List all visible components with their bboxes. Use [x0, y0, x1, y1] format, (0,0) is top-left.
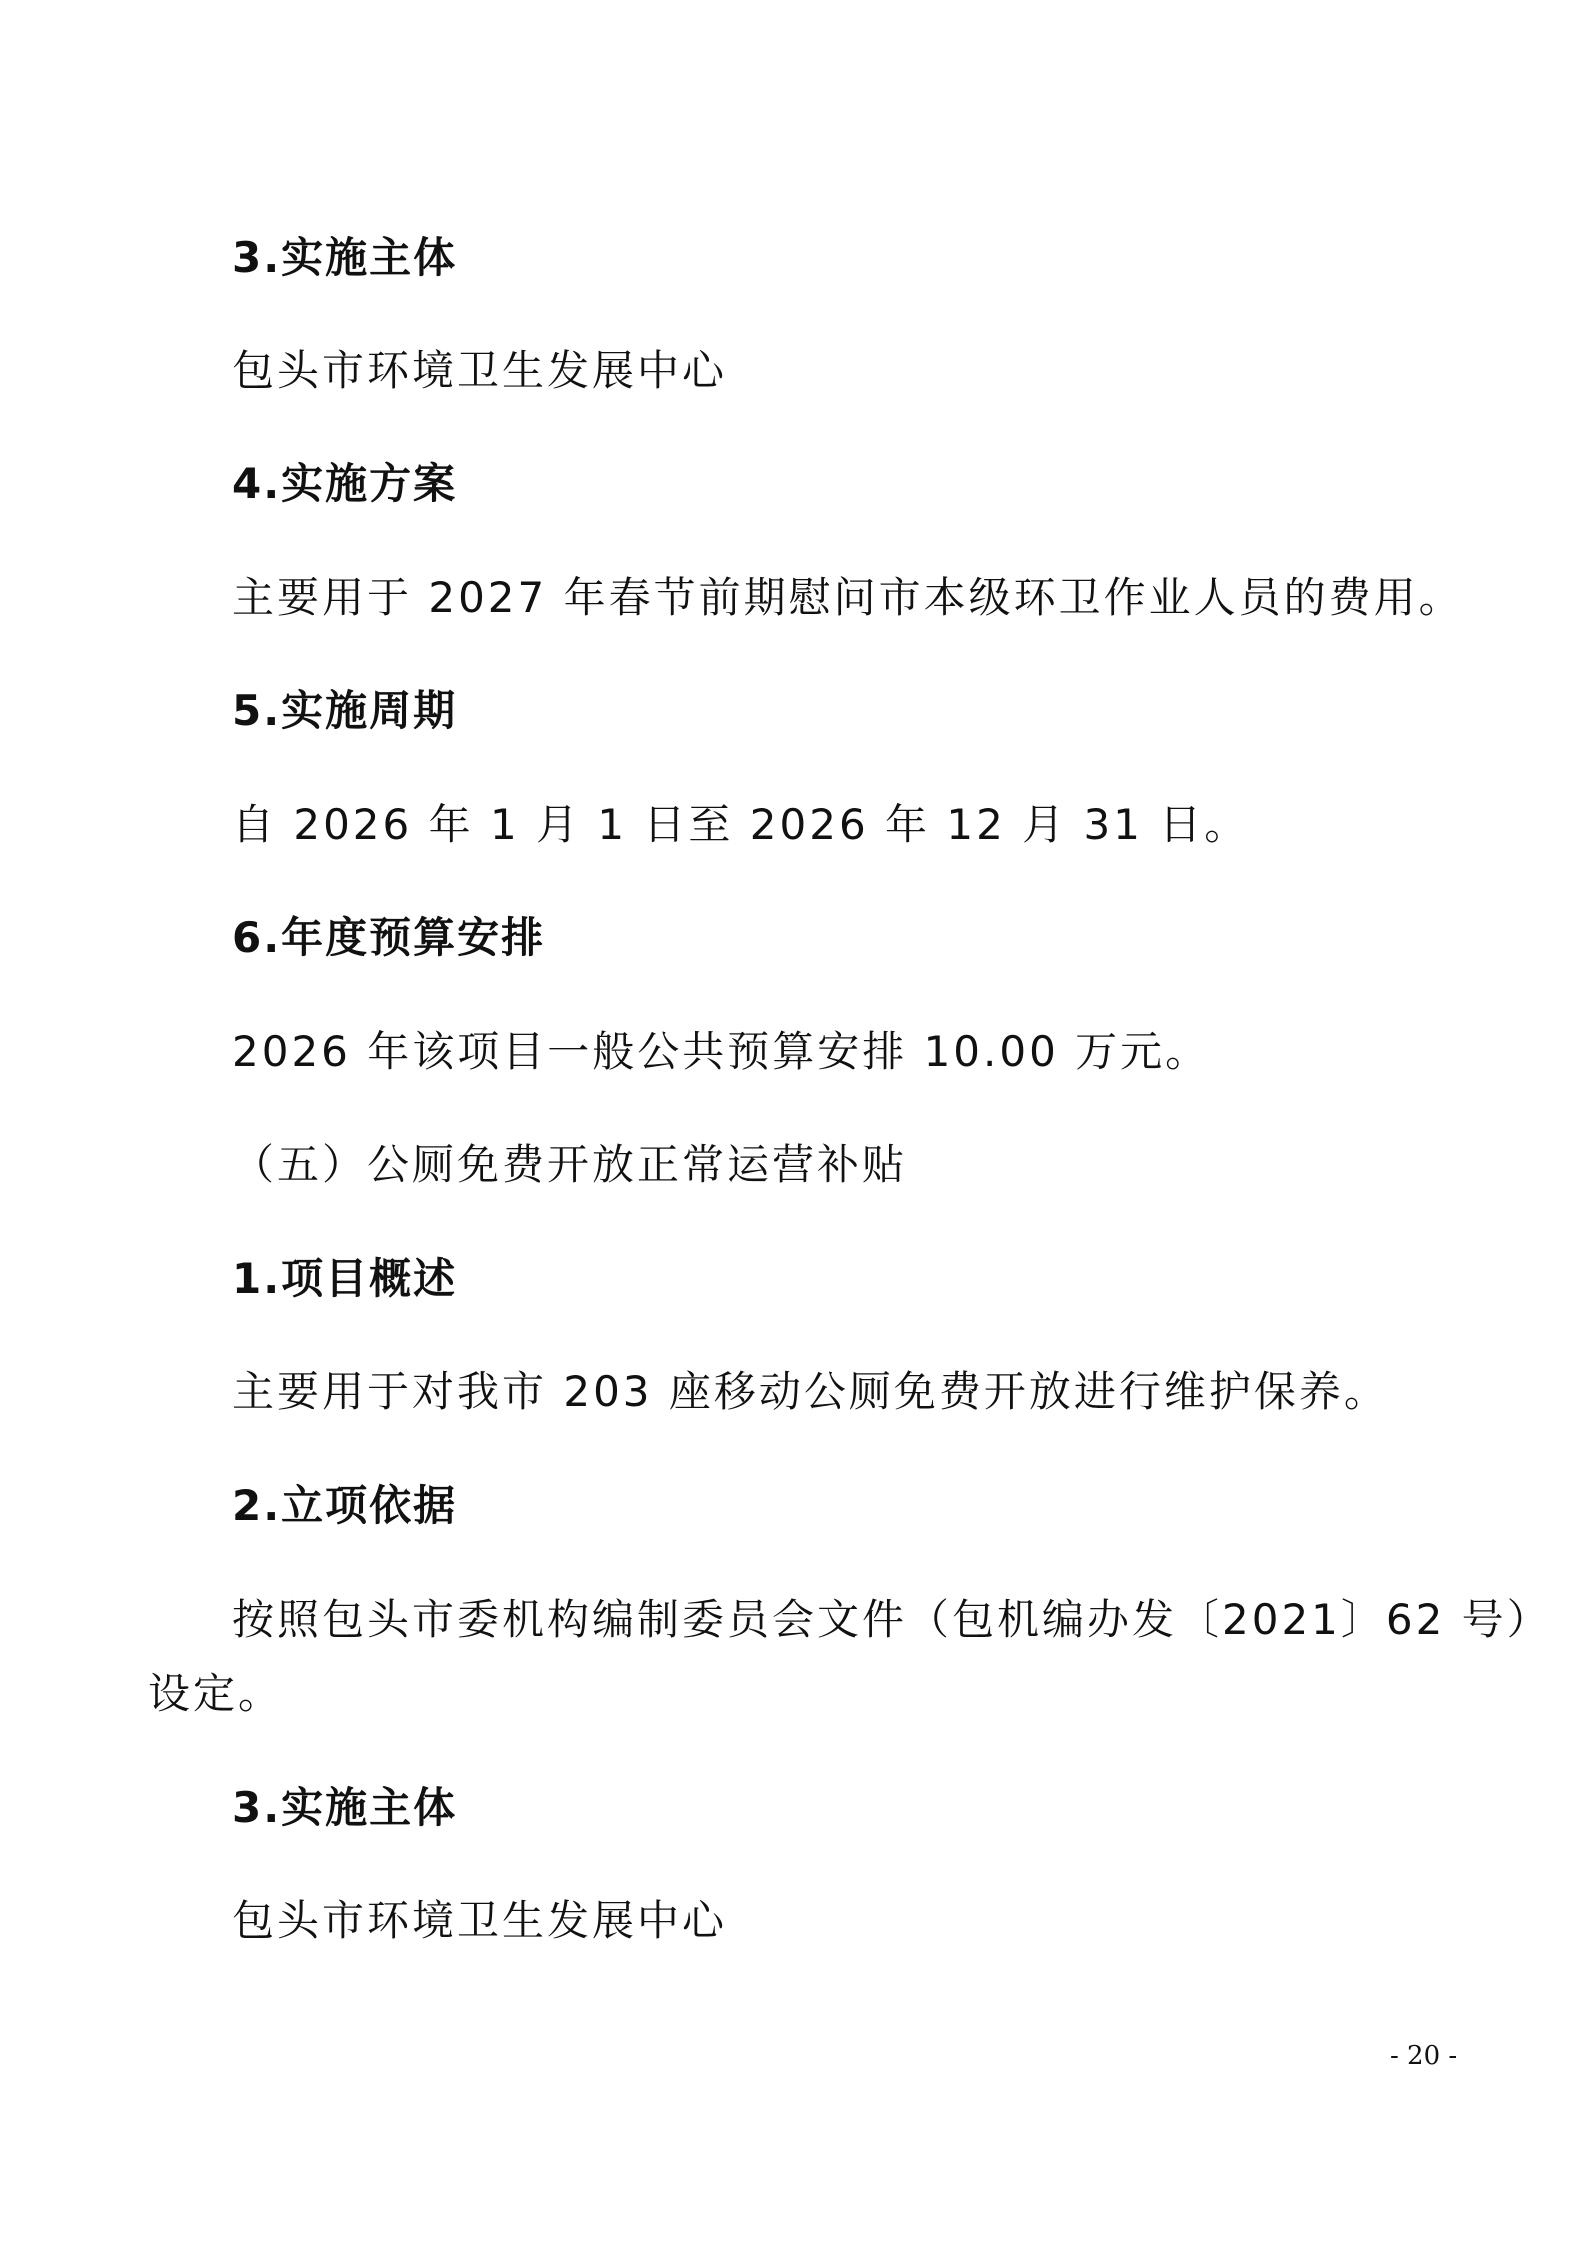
section-heading-implementing-body-2: 3.实施主体 — [232, 1783, 458, 1832]
implementing-body-text: 包头市环境卫生发展中心 — [232, 346, 728, 395]
section-heading-project-overview: 1.项目概述 — [232, 1254, 458, 1303]
implementation-period-text: 自 2026 年 1 月 1 日至 2026 年 12 月 31 日。 — [232, 800, 1250, 849]
subsection-title-public-toilet-subsidy: （五）公厕免费开放正常运营补贴 — [232, 1140, 908, 1189]
section-heading-annual-budget: 6.年度预算安排 — [232, 913, 546, 962]
section-heading-implementing-body: 3.实施主体 — [232, 233, 458, 282]
annual-budget-text: 2026 年该项目一般公共预算安排 10.00 万元。 — [232, 1027, 1211, 1076]
implementation-plan-text: 主要用于 2027 年春节前期慰问市本级环卫作业人员的费用。 — [232, 573, 1464, 622]
project-overview-text: 主要用于对我市 203 座移动公厕免费开放进行维护保养。 — [232, 1367, 1389, 1416]
project-basis-text-line2: 设定。 — [148, 1669, 284, 1718]
page-number: - 20 - — [1390, 2041, 1458, 2071]
section-heading-project-basis: 2.立项依据 — [232, 1481, 458, 1530]
section-heading-implementation-plan: 4.实施方案 — [232, 459, 458, 508]
project-basis-text-line1: 按照包头市委机构编制委员会文件（包机编办发〔2021〕62 号） — [232, 1595, 1552, 1644]
section-heading-implementation-period: 5.实施周期 — [232, 686, 458, 735]
implementing-body-text-2: 包头市环境卫生发展中心 — [232, 1896, 728, 1945]
